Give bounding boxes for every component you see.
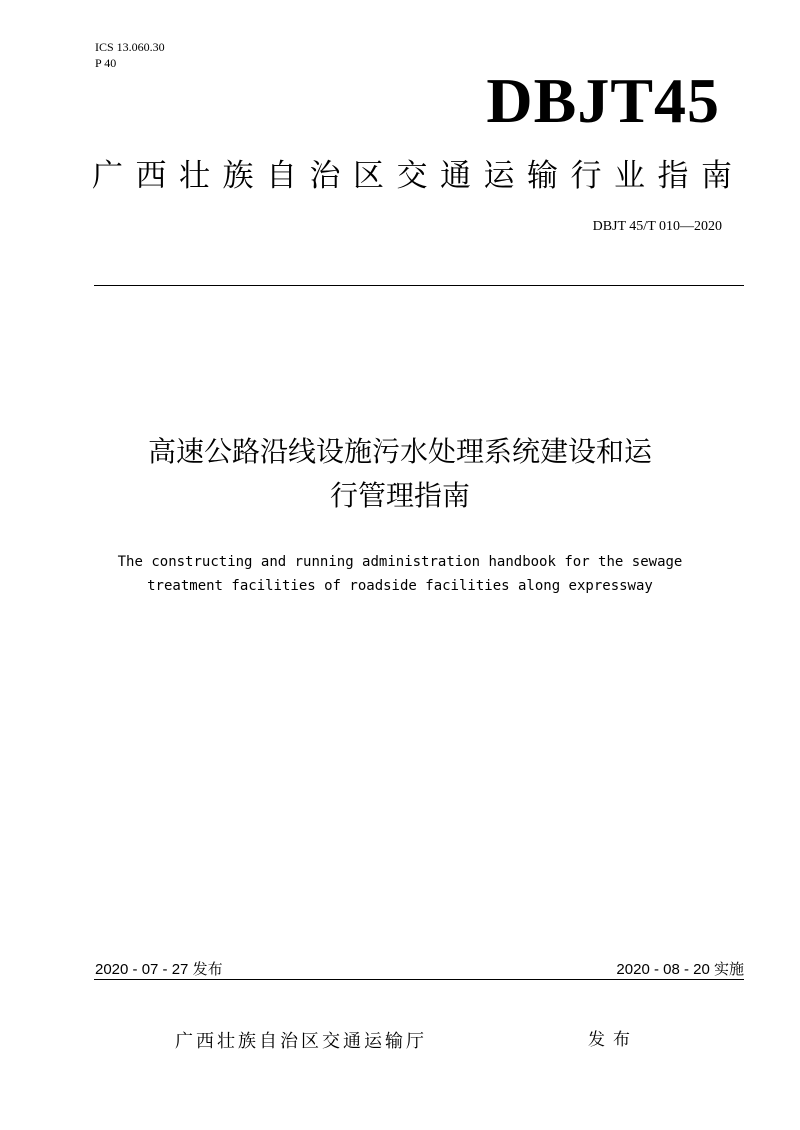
issue-date: 2020 - 07 - 27 发布 [95,961,223,978]
document-title [60,430,740,518]
standard-brand: DBJT45 [486,65,720,136]
ics-code: ICS 13.060.30 [95,40,165,54]
standard-type-char: 指 [657,158,689,194]
english-title-line-2: treatment facilities of roadside facilities along expressway [147,578,653,594]
standard-type-char: 自 [266,158,297,194]
publish-label: 发布 [588,1030,638,1050]
standard-type-title [92,156,732,196]
standard-type-char: 交 [396,158,428,194]
standard-type-char: 输 [527,158,558,194]
standard-type-char: 业 [614,158,645,194]
standard-type-char: 壮 [179,158,210,194]
standard-type-char: 运 [483,158,515,194]
standard-type-char: 族 [222,158,254,194]
effective-date: 2020 - 08 - 20 实施 [616,961,744,978]
title-line-2: 行管理指南 [329,479,470,512]
standard-type-char: 南 [701,158,732,194]
standard-type-char: 西 [135,158,167,194]
date-divider [94,979,744,980]
standard-type-char: 区 [353,158,384,194]
english-title-line-1: The constructing and running administration handbook for the sewage [117,554,683,570]
category-code: P 40 [95,56,117,70]
standard-type-char: 治 [309,158,341,194]
standard-type-char: 广 [92,158,123,194]
standard-type-char: 行 [570,158,602,194]
header-divider [94,285,744,286]
title-line-1: 高速公路沿线设施污水处理系统建设和运 [147,435,652,468]
english-title [60,550,740,598]
standard-number: DBJT 45/T 010—2020 [592,219,722,234]
standard-type-char: 通 [440,158,471,194]
issuing-authority: 广西壮族自治区交通运输厅 [175,1031,427,1052]
ics-block [95,40,165,72]
